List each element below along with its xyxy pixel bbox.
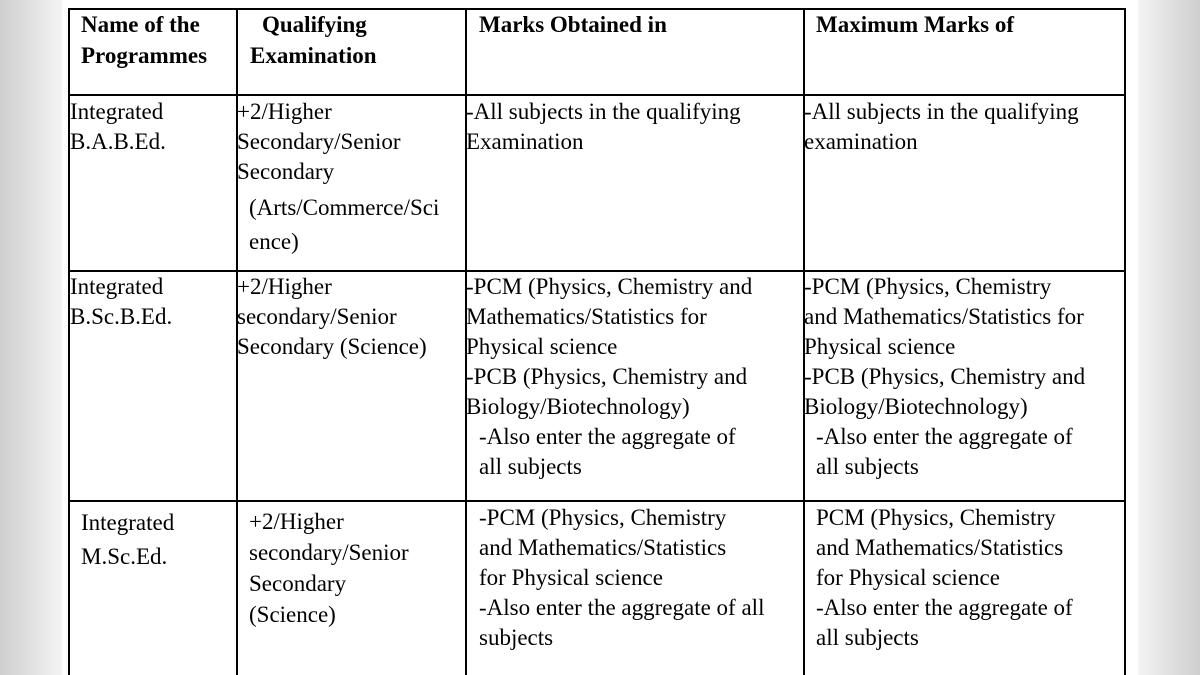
table-border-right (1124, 8, 1126, 675)
marks-obtained: -All subjects in the qualifying Examination (466, 99, 741, 154)
header-maximum-marks: Maximum Marks of (816, 12, 1015, 37)
qualifying-examination: +2/Higher secondary/Senior Secondary (Science) (237, 274, 427, 359)
maximum-marks-aggregate-note: -Also enter the aggregate of all subjects (816, 424, 1073, 479)
qualifying-examination-stream: (Arts/Commerce/Sci ence) (249, 195, 440, 254)
programme-name: Integrated B.A.B.Ed. (70, 99, 166, 154)
maximum-marks: -All subjects in the qualifying examination (804, 99, 1079, 154)
programme-name: Integrated B.Sc.B.Ed. (70, 274, 173, 329)
header-programmes: Name of the Programmes (81, 12, 208, 68)
marks-obtained-aggregate-note: -Also enter the aggregate of all subjects (479, 424, 736, 479)
marks-obtained: -PCM (Physics, Chemistry and Mathematics/Statistics for Physical science -PCB (Physics, Chemistry and Biology/Biotechnology) (466, 274, 753, 419)
marks-obtained: -PCM (Physics, Chemistry and Mathematics/Statistics for Physical science -Also enter the aggregate of all subjects (479, 505, 765, 650)
row-divider (68, 94, 1126, 96)
header-qualifying-examination: Qualifying Examination (250, 12, 377, 68)
maximum-marks: PCM (Physics, Chemistry and Mathematics/Statistics for Physical science -Also enter the aggregate of all subjects (816, 505, 1073, 650)
row-divider (68, 500, 1126, 502)
eligibility-table (68, 8, 1126, 675)
qualifying-examination: +2/Higher secondary/Senior Secondary (Science) (249, 509, 409, 627)
qualifying-examination: +2/Higher Secondary/Senior Secondary (237, 99, 401, 184)
header-marks-obtained: Marks Obtained in (479, 12, 667, 37)
programme-name: Integrated M.Sc.Ed. (81, 510, 175, 569)
maximum-marks: -PCM (Physics, Chemistry and Mathematics/Statistics for Physical science -PCB (Physics, Chemistry and Biology/Biotechnology) (804, 274, 1086, 419)
